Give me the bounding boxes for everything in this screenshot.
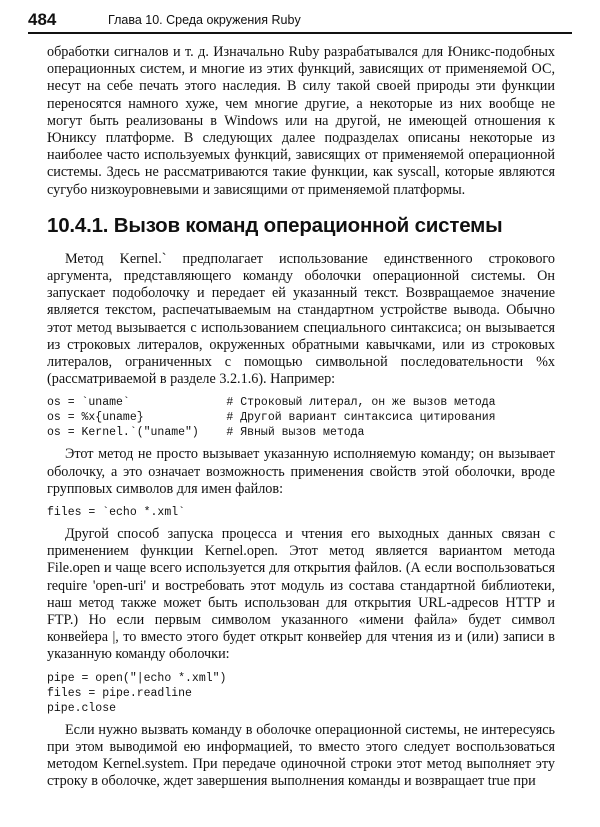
paragraph-shell: Этот метод не просто вызывает указанную исполняемую команду; он вызывает оболочку, а это означает возможность применения свойств этой оболочки, вроде групповых символов для имен файлов: — [47, 446, 555, 497]
code-block-files: files = `echo *.xml` — [47, 506, 186, 520]
paragraph-kernel-system: Если нужно вызвать команду в оболочке операционной системы, не интересуясь при этом выводимой ею информацией, то вместо этого следует воспользоваться методом Kernel.system. При передаче одиночной строки этот метод выполняет эту строку в оболочке, ждет завершения выполнения команды и возвращает true при — [47, 721, 555, 790]
page-body — [47, 44, 555, 791]
code-block-pipe: pipe = open("|echo *.xml") files = pipe.readline pipe.close — [47, 671, 227, 715]
chapter-title: Глава 10. Среда окружения Ruby — [108, 13, 301, 27]
section-heading: 10.4.1. Вызов команд операционной системы — [47, 213, 503, 237]
page-header — [28, 8, 572, 34]
intro-paragraph: обработки сигналов и т. д. Изначально Ruby разрабатывался для Юникс-подобных операционных систем, и многие из этих функций, зависящих от применяемой ОС, несут на себе печать этого наследия. В силу такой своей природы эти функции переносятся намного хуже, чем многие другие, а некоторые из них вообще не могут быть реализованы в Windows или на другой, не имеющей отношения к Юниксу платформе. В следующих далее подразделах описаны некоторые из наиболее часто используемых функций, зависящих от применяемой операционной системы. Здесь не рассматриваются такие функции, как syscall, которые являются сугубо низкоуровневыми и зависящими от применяемой платформы. — [47, 44, 555, 198]
paragraph-kernel-backtick: Метод Kernel.` предполагает использование единственного строкового аргумента, представляющего команду оболочки операционной системы. Он запускает подоболочку и передает ей указанный текст. Возвращаемое значение является текстом, распечатываемым на стандартном устройстве вывода. Обычно этот метод вызывается с использованием специального синтаксиса; он вызывается из строковых литералов, окруженных обратными кавычками, или из строковых литералов, ограниченных с помощью символьной последовательности %x (рассматриваемой в разделе 3.2.1.6). Например: — [47, 250, 555, 388]
page-number: 484 — [28, 10, 57, 29]
paragraph-kernel-open: Другой способ запуска процесса и чтения его выходных данных связан с применением функции Kernel.open. Этот метод является вариантом метода File.open и чаще всего используется для открытия файлов. (А если воспользоваться require 'open-uri' и востребовать этот модуль из состава стандартной библиотеки, наш метод также может быть использован для открытия URL-адресов HTTP и FTP.) Но если первым символом указанного «имени файла» будет символ конвейера |, то вместо этого будет открыт конвейер для чтения из и (или) записи в указанную команду оболочки: — [47, 526, 555, 663]
code-block-uname: os = `uname` # Строковый литерал, он же вызов метода os = %x{uname} # Другой вариант синтаксиса цитирования os = Kernel.`("uname") # Явный вызов метода — [47, 396, 496, 440]
